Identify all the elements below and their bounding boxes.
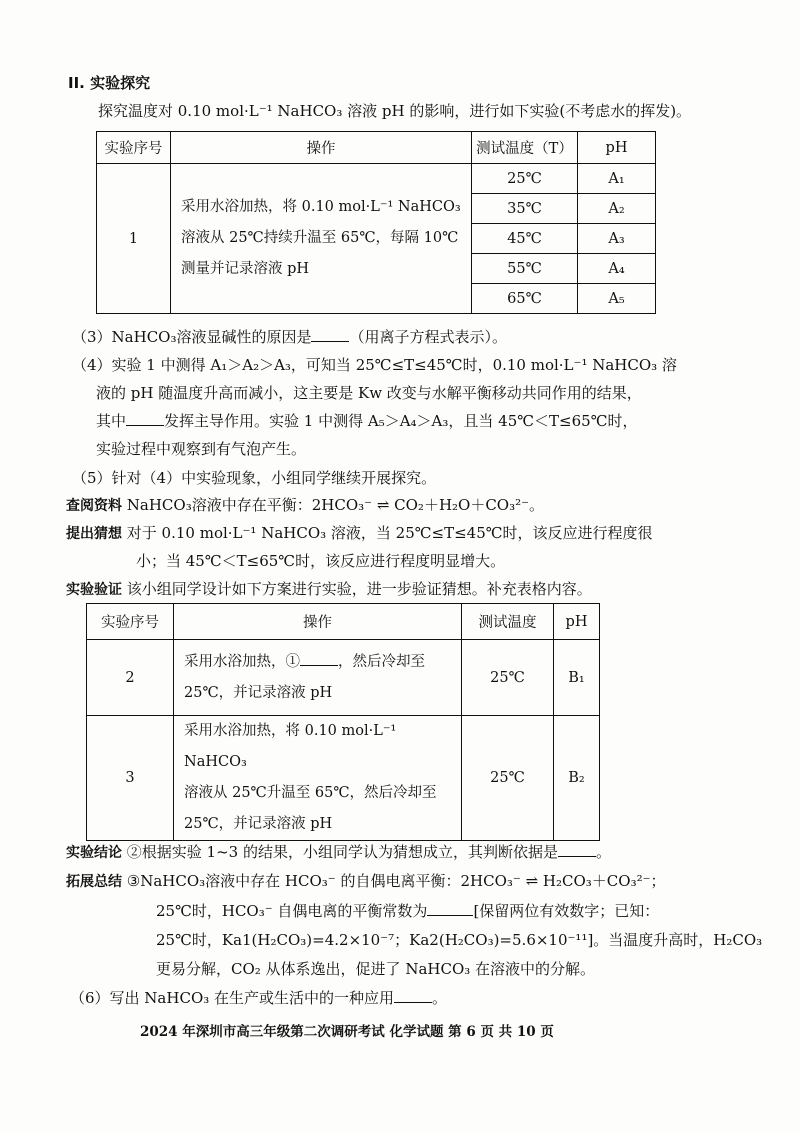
t2-header-no: 实验序号	[87, 604, 174, 640]
question-3: （3）NaHCO₃溶液显碱性的原因是 （用离子方程式表示）。	[72, 328, 507, 346]
t1-temp: 35℃	[472, 194, 578, 224]
hypothesis: 提出猜想 对于 0.10 mol·L⁻¹ NaHCO₃ 溶液，当 25℃≤T≤45℃时，该反应进行程度很	[66, 524, 653, 542]
t2-operation: 采用水浴加热，将 0.10 mol·L⁻¹ NaHCO₃ 溶液从 25℃升温至 65℃，然后冷却至 25℃，并记录溶液 pH	[174, 716, 462, 841]
section-title: II. 实验探究	[68, 74, 151, 92]
question-5: （5）针对（4）中实验现象，小组同学继续开展探究。	[72, 469, 437, 487]
conclusion: 实验结论 ②根据实验 1~3 的结果，小组同学认为猜想成立，其判断依据是 。	[66, 843, 611, 861]
answer-blank	[394, 988, 432, 1003]
t1-temp: 55℃	[472, 254, 578, 284]
t2-temp: 25℃	[462, 716, 554, 841]
t2-ph: B₂	[554, 716, 600, 841]
reference-label: 查阅资料	[66, 498, 122, 514]
hypothesis-line-2: 小；当 45℃＜T≤65℃时，该反应进行程度明显增大。	[136, 552, 506, 570]
t2-exp-no: 3	[87, 716, 174, 841]
t2-header-ph: pH	[554, 604, 600, 640]
answer-blank	[300, 651, 338, 666]
conclusion-label: 实验结论	[66, 845, 122, 861]
t1-ph: A₅	[578, 284, 656, 314]
extension-line-3: 25℃时，Ka1(H₂CO₃)=4.2×10⁻⁷；Ka2(H₂CO₃)=5.6×10⁻¹¹]。当温度升高时，H₂CO₃	[156, 931, 763, 949]
answer-blank	[126, 411, 164, 426]
reference-info: 查阅资料 NaHCO₃溶液中存在平衡：2HCO₃⁻ ⇌ CO₂＋H₂O＋CO₃²⁻。	[66, 496, 545, 514]
question-6: （6）写出 NaHCO₃ 在生产或生活中的一种应用 。	[70, 989, 448, 1007]
t1-ph: A₂	[578, 194, 656, 224]
page-footer: 2024 年深圳市高三年级第二次调研考试 化学试题 第 6 页 共 10 页	[140, 1024, 554, 1040]
intro-text: 探究温度对 0.10 mol·L⁻¹ NaHCO₃ 溶液 pH 的影响，进行如下实验(不考虑水的挥发)。	[98, 102, 692, 120]
t1-ph: A₄	[578, 254, 656, 284]
question-4-line-1: （4）实验 1 中测得 A₁＞A₂＞A₃，可知当 25℃≤T≤45℃时，0.10 mol·L⁻¹ NaHCO₃ 溶	[72, 356, 677, 374]
t1-operation: 采用水浴加热，将 0.10 mol·L⁻¹ NaHCO₃ 溶液从 25℃持续升温至 65℃，每隔 10℃ 测量并记录溶液 pH	[171, 164, 472, 314]
t1-header-temp: 测试温度（T）	[472, 132, 578, 164]
t1-header-ph: pH	[578, 132, 656, 164]
table-experiment-1	[96, 131, 656, 314]
hypothesis-label: 提出猜想	[66, 526, 122, 542]
t1-header-no: 实验序号	[97, 132, 171, 164]
t2-exp-no: 2	[87, 640, 174, 716]
t2-temp: 25℃	[462, 640, 554, 716]
answer-blank	[427, 901, 473, 916]
table-experiment-2-3	[86, 603, 600, 841]
t1-temp: 45℃	[472, 224, 578, 254]
verification-label: 实验验证	[66, 582, 122, 598]
t2-ph: B₁	[554, 640, 600, 716]
t1-temp: 25℃	[472, 164, 578, 194]
t1-ph: A₁	[578, 164, 656, 194]
extension-line-4: 更易分解，CO₂ 从体系逸出，促进了 NaHCO₃ 在溶液中的分解。	[156, 960, 596, 978]
verification: 实验验证 该小组同学设计如下方案进行实验，进一步验证猜想。补充表格内容。	[66, 580, 592, 598]
extension-label: 拓展总结	[66, 874, 122, 890]
answer-blank	[558, 842, 596, 857]
t2-header-op: 操作	[174, 604, 462, 640]
question-4-line-2: 液的 pH 随温度升高而减小，这主要是 Kw 改变与水解平衡移动共同作用的结果，	[96, 384, 642, 402]
t1-ph: A₃	[578, 224, 656, 254]
question-4-line-3: 其中 发挥主导作用。实验 1 中测得 A₅＞A₄＞A₃，且当 45℃＜T≤65℃时，	[96, 412, 638, 430]
extension: 拓展总结 ③NaHCO₃溶液中存在 HCO₃⁻ 的自偶电离平衡：2HCO₃⁻ ⇌ H₂CO₃＋CO₃²⁻；	[66, 872, 666, 890]
t1-temp: 65℃	[472, 284, 578, 314]
t2-operation: 采用水浴加热，① ，然后冷却至 25℃，并记录溶液 pH	[174, 640, 462, 716]
question-4-line-4: 实验过程中观察到有气泡产生。	[96, 440, 307, 458]
answer-blank	[311, 327, 349, 342]
t1-header-op: 操作	[171, 132, 472, 164]
extension-line-2: 25℃时，HCO₃⁻ 自偶电离的平衡常数为 [保留两位有效数字；已知：	[156, 902, 660, 920]
t2-header-temp: 测试温度	[462, 604, 554, 640]
t1-exp-no: 1	[97, 164, 171, 314]
